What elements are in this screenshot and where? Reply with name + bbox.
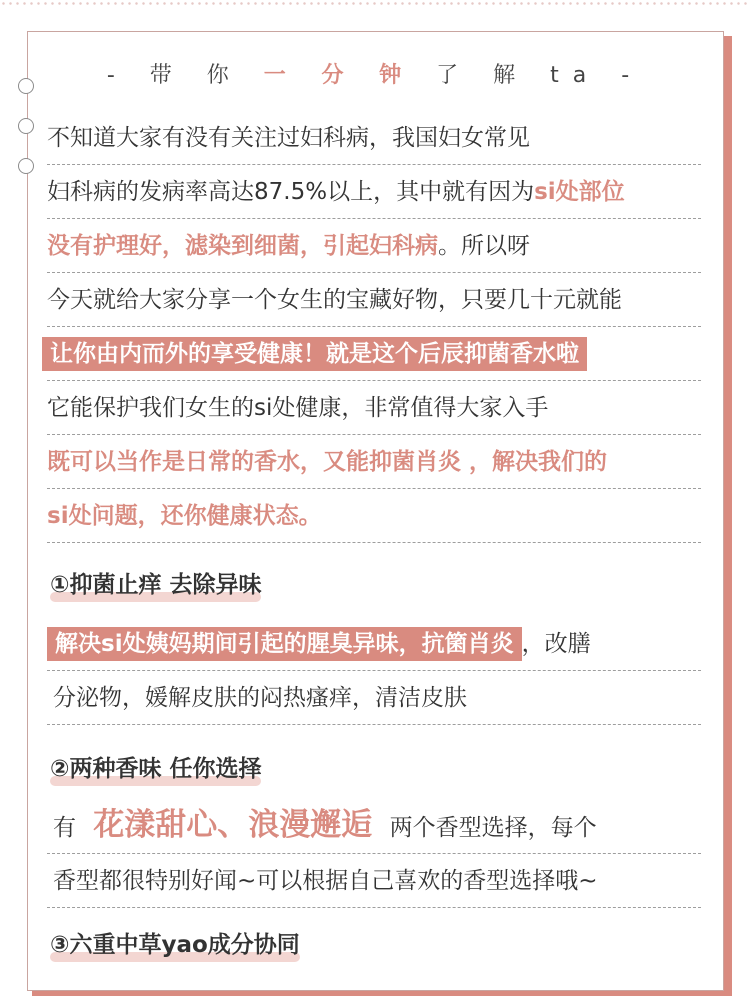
intro-row-4 (47, 273, 701, 327)
intro-line-1: 不知道大家有没有关注过妇科病，我国妇女常见 (47, 125, 530, 151)
section-2-line-2: 香型都很特别好闻~可以根据自己喜欢的香型选择哦~ (53, 868, 598, 894)
title-left: - 带 你 (106, 63, 243, 88)
title-right: 了 解 ta - (436, 63, 644, 88)
section-2-row-1 (47, 796, 701, 854)
section-1-highlight: 解决si处姨妈期间引起的腥臭异味，抗箘肖炎 (47, 627, 522, 661)
binder-ring-icon (18, 118, 34, 134)
section-3-heading-text: ③六重中草yao成分协同 (50, 932, 300, 958)
section-1-line-1-text: ，改膳 (521, 631, 591, 657)
section-1-line-1 (47, 626, 591, 662)
product-highlight: 让你由内而外的享受健康！就是这个后辰抑菌香水啦 (42, 337, 587, 371)
intro-line-6: 它能保护我们女生的si处健康，非常值得大家入手 (47, 395, 549, 421)
section-3-heading (50, 926, 300, 959)
intro-row-2 (47, 165, 701, 219)
section-2-row-2 (47, 854, 701, 908)
binder-ring-icon (18, 158, 34, 174)
section-1-heading (50, 566, 261, 599)
intro-line-5 (42, 336, 587, 372)
intro-row-6 (47, 381, 701, 435)
section-2-heading-text: ②两种香味 任你选择 (50, 756, 262, 782)
section-2-line-1-suffix: 两个香型选择，每个 (389, 815, 597, 841)
section-1-row-2 (47, 671, 701, 725)
intro-line-8: si处问题，还你健康状态。 (47, 503, 322, 529)
intro-row-7 (47, 435, 701, 489)
page-title (0, 58, 750, 89)
scent-names: 花漾甜心、浪漫邂逅 (93, 807, 373, 843)
section-1-line-2: 分泌物，媛解皮肤的闷热瘙痒，清洁皮肤 (53, 685, 467, 711)
intro-line-2-text: 妇科病的发病率高达87.5%以上，其中就有因为 (47, 179, 535, 205)
title-accent: 一 分 钟 (263, 63, 416, 88)
intro-line-3-emphasis: 没有护理好，滤染到细菌，引起妇科病 (47, 233, 438, 259)
section-2-line-1 (53, 804, 597, 849)
top-dotted-border (0, 0, 750, 8)
section-2-heading (50, 750, 261, 783)
section-2-line-1-prefix: 有 (53, 815, 76, 841)
intro-line-3-text: 。所以呀 (438, 233, 530, 259)
intro-row-8 (47, 489, 701, 543)
intro-line-7: 既可以当作是日常的香水，又能抑菌肖炎 ，解决我们的 (47, 449, 608, 475)
intro-row-5 (47, 327, 701, 381)
section-1-heading-text: ①抑菌止痒 去除异味 (50, 572, 262, 598)
intro-row-3 (47, 219, 701, 273)
intro-line-2 (47, 174, 625, 210)
section-1-row-1 (47, 617, 701, 671)
intro-line-3 (47, 228, 530, 264)
intro-line-4: 今天就给大家分享一个女生的宝藏好物，只要几十元就能 (47, 287, 622, 313)
intro-row-1 (47, 111, 701, 165)
intro-line-2-emphasis: si处部位 (534, 179, 625, 205)
